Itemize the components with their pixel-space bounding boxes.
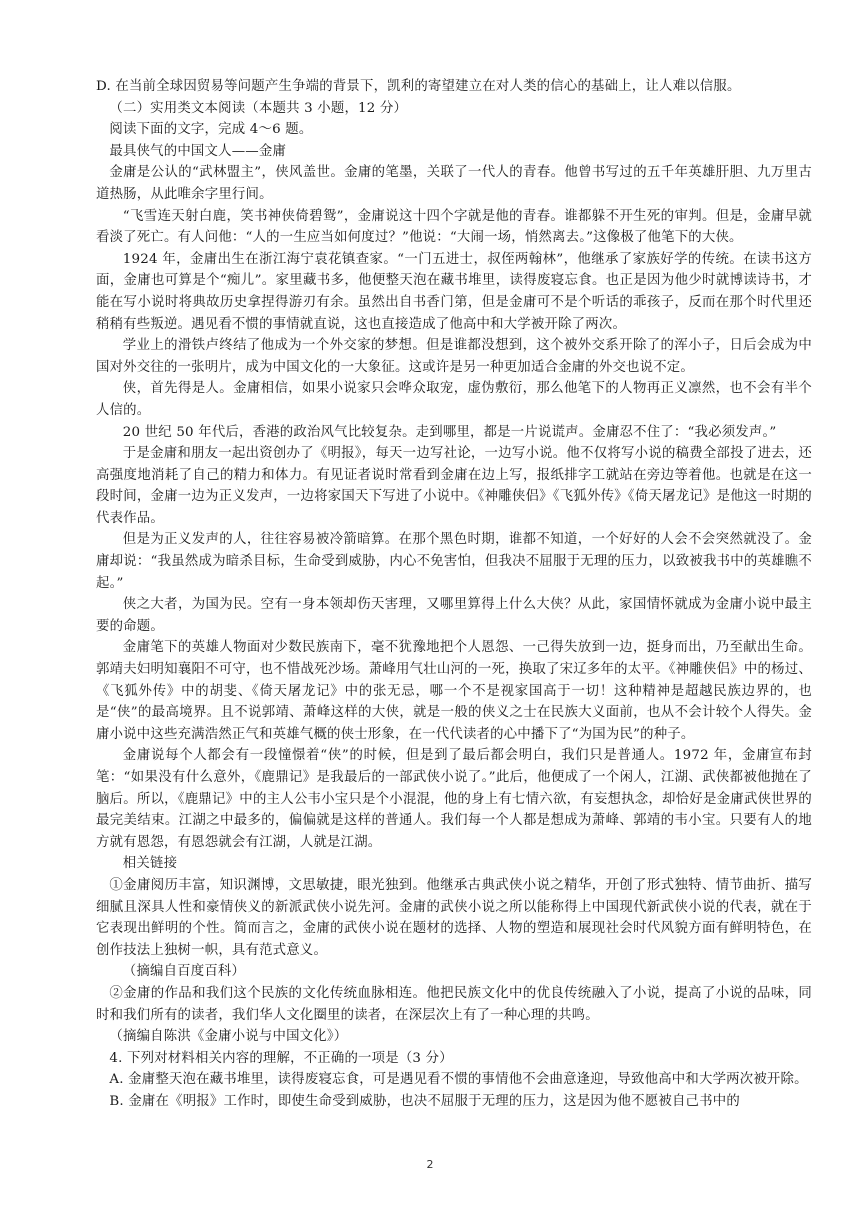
page-number: 2	[426, 1158, 434, 1171]
paragraph: 学业上的滑铁卢终结了他成为一个外交家的梦想。但是谁都没想到，这个被外交系开除了的浑小子，日后会成为中国对外交往的一张明片，成为中国文化的一大象征。这或许是另一种更加适合金庸的外交也说不定。	[96, 338, 812, 375]
paragraph: 于是金庸和朋友一起出资创办了《明报》，每天一边写社论，一边写小说。他不仅将写小说的稿费全部投了进去，还高强度地消耗了自己的精力和体力。有见证者说时常看到金庸在边上写，报纸排字工就站在旁边等着他。也就是在这一段时间，金庸一边为正义发声，一边将家国天下写进了小说中。《神雕侠侣》《飞狐外传》《倚天屠龙记》是他这一时期的代表作品。	[96, 446, 812, 526]
paragraph: 4. 下列对材料相关内容的理解，不正确的一项是（3 分）	[109, 1050, 453, 1066]
paragraph: （摘编自陈洪《金庸小说与中国文化》）	[109, 1029, 348, 1045]
paragraph: 最具侠气的中国文人——金庸	[109, 143, 287, 159]
paragraph: 侠之大者，为国为民。空有一身本领却伤天害理，又哪里算得上什么大侠？从此，家国情怀就成为金庸小说中最主要的命题。	[96, 597, 812, 634]
paragraph: （二）实用类文本阅读（本题共 3 小题，12 分）	[109, 100, 408, 116]
paragraph: “飞雪连天射白鹿，笑书神侠倚碧鸳”，金庸说这十四个字就是他的青春。谁都躲不开生死的审判。但是，金庸早就看淡了死亡。有人问他：“人的一生应当如何度过？”他说：“大闹一场，悄然离去。”这像极了他笔下的大侠。	[96, 208, 812, 246]
paragraph: 1924 年，金庸出生在浙江海宁袁花镇查家。“一门五进士，叔侄两翰林”，他继承了家族好学的传统。在读书这方面，金庸也可算是个“痴儿”。家里藏书多，他便整天泡在藏书堆里，读得废寝忘食。也正是因为他少时就博读诗书，才能在写小说时将典故历史拿捏得游刃有余。虽然出自书香门第，但是金庸可不是个听话的乖孩子，反而在那个时代里还稍稍有些叛逆。遇见看不惯的事情就直说，这也直接造成了他高中和大学被开除了两次。	[96, 251, 812, 332]
paragraph: 金庸说每个人都会有一段憧憬着“侠”的时候，但是到了最后都会明白，我们只是普通人。1972 年，金庸宣布封笔：“如果没有什么意外，《鹿鼎记》是我最后的一部武侠小说了。”此后，他便成了一个闲人，江湖、武侠都被他抛在了脑后。所以，《鹿鼎记》中的主人公韦小宝只是个小混混，他的身上有七情六欲，有妄想执念，却恰好是金庸武侠世界的最完美结束。江湖之中最多的，偏偏就是这样的普通人。我们每一个人都是想成为萧峰、郭靖的韦小宝。只要有人的地方就有恩怨，有恩怨就会有江湖，人就是江湖。	[96, 748, 812, 850]
paragraph: 阅读下面的文字，完成 4～6 题。	[109, 122, 313, 138]
paragraph: 相关链接	[122, 856, 178, 872]
paragraph: B. 金庸在《明报》工作时，即使生命受到威胁，也决不屈服于无理的压力，这是因为他不愿被自己书中的	[109, 1093, 740, 1109]
paragraph: 但是为正义发声的人，往往容易被冷箭暗算。在那个黑色时期，谁都不知道，一个好好的人会不会突然就没了。金庸却说：“我虽然成为暗杀目标，生命受到威胁，内心不免害怕，但我决不屈服于无理的压力，以致被我书中的英雄瞧不起。”	[96, 532, 812, 591]
paragraph: ②金庸的作品和我们这个民族的文化传统血脉相连。他把民族文化中的优良传统融入了小说，提高了小说的品味，同时和我们所有的读者，我们华人文化圈里的读者，在深层次上有了一种心理的共鸣。	[96, 985, 812, 1023]
paragraph: （摘编自百度百科）	[122, 964, 246, 980]
paragraph: 金庸笔下的英雄人物面对少数民族南下，毫不犹豫地把个人恩怨、一己得失放到一边，挺身而出，乃至献出生命。郭靖夫妇明知襄阳不可守，也不惜战死沙场。萧峰用气壮山河的一死，换取了宋辽多年的太平。《神雕侠侣》中的杨过、《飞狐外传》中的胡斐、《倚天屠龙记》中的张无忌，哪一个不是视家国高于一切！这种精神是超越民族边界的，也是“侠”的最高境界。且不说郭靖、萧峰这样的大侠，就是一般的侠义之士在民族大义面前，也从不会计较个人得失。金庸小说中这些充满浩然正气和英雄气概的侠士形象，在一代代读者的心中播下了“为国为民”的种子。	[96, 640, 812, 742]
paragraph: ①金庸阅历丰富，知识渊博，文思敏捷，眼光独到。他继承古典武侠小说之精华，开创了形式独特、情节曲折、描写细腻且深具人性和豪情侠义的新派武侠小说先河。金庸的武侠小说之所以能称得上中国现代新武侠小说的代表，就在于它表现出鲜明的个性。简而言之，金庸的武侠小说在题材的选择、人物的塑造和展现社会时代风貌方面有鲜明特色，在创作技法上独树一帜，具有范式意义。	[96, 877, 812, 958]
paragraph: A. 金庸整天泡在藏书堆里，读得废寝忘食，可是遇见看不惯的事情他不会曲意逢迎，导致他高中和大学两次被开除。	[109, 1072, 808, 1088]
paragraph: 20 世纪 50 年代后，香港的政治风气比较复杂。走到哪里，都是一片说谎声。金庸忍不住了：“我必须发声。”	[122, 424, 777, 440]
paragraph: 侠，首先得是人。金庸相信，如果小说家只会哗众取宠，虚伪敷衍，那么他笔下的人物再正义凛然，也不会有半个人信的。	[96, 381, 812, 418]
paragraph: D. 在当前全球因贸易等问题产生争端的背景下，凯利的寄望建立在对人类的信心的基础上，让人难以信服。	[96, 79, 741, 94]
document-body	[96, 76, 812, 1113]
paragraph: 金庸是公认的“武林盟主”，侠风盖世。金庸的笔墨，关联了一代人的青春。他曾书写过的五千年英雄肝胆、九万里古道热肠，从此唯余字里行间。	[96, 165, 812, 202]
